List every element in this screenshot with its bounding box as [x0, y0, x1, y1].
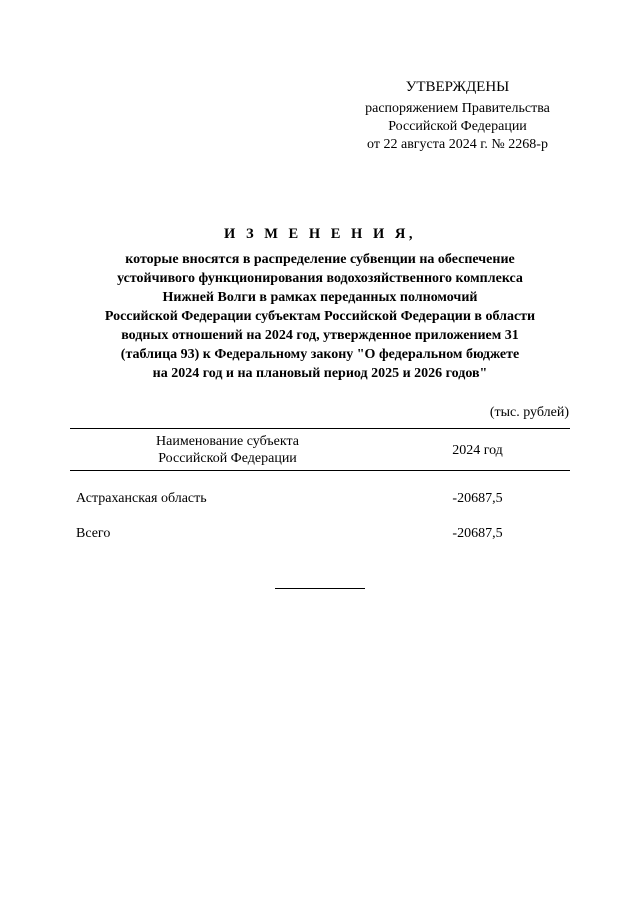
- table-row-total: [70, 508, 570, 543]
- header-year: 2024 год: [385, 429, 570, 471]
- document-title: И З М Е Н Е Н И Я,: [224, 226, 416, 242]
- subtitle-line: которые вносятся в распределение субвенции на обеспечение: [125, 252, 515, 267]
- header-name-line-1: Наименование субъекта: [156, 434, 299, 449]
- subtitle-line: Российской Федерации субъектам Российской Федерации в области: [104, 309, 536, 324]
- row-value: -20687,5: [452, 491, 503, 506]
- row-value: -20687,5: [452, 526, 503, 541]
- approval-line-2: Российской Федерации: [388, 119, 527, 134]
- subvention-table: [70, 428, 570, 543]
- header-name: [70, 429, 385, 471]
- document-subtitle: [70, 250, 570, 383]
- header-name-line-2: Российской Федерации: [158, 451, 297, 466]
- subtitle-line: Нижней Волги в рамках переданных полномочий: [162, 290, 478, 305]
- subtitle-line: устойчивого функционирования водохозяйственного комплекса: [117, 271, 523, 286]
- units-label: (тыс. рублей): [489, 405, 569, 420]
- subtitle-line: (таблица 93) к Федеральному закону "О федеральном бюджете: [120, 347, 520, 362]
- row-name: Астраханская область: [76, 491, 207, 506]
- subtitle-line: на 2024 год и на плановый период 2025 и 2026 годов": [152, 366, 488, 381]
- approval-line-3: от 22 августа 2024 г. № 2268-р: [367, 137, 548, 152]
- end-divider: [275, 588, 365, 589]
- table-row: [70, 471, 570, 509]
- approval-line-1: распоряжением Правительства: [365, 101, 550, 116]
- table-header-row: [70, 429, 570, 471]
- approval-heading: УТВЕРЖДЕНЫ: [405, 79, 510, 95]
- approval-block: [340, 78, 575, 154]
- row-name: Всего: [76, 526, 111, 541]
- subtitle-line: водных отношений на 2024 год, утвержденное приложением 31: [121, 328, 519, 343]
